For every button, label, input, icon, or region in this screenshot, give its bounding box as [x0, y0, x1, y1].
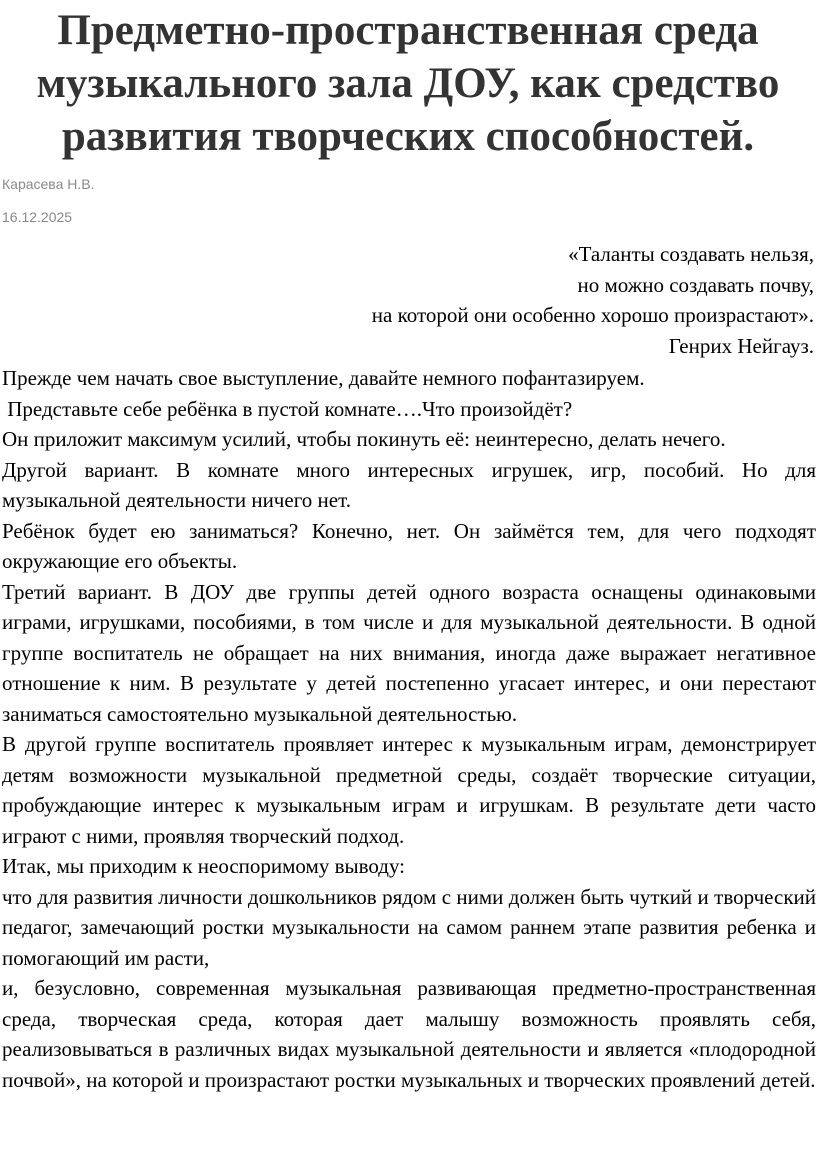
- paragraph: и, безусловно, современная музыкальная развивающая предметно-пространственная среда, творческая среда, которая дает малышу возможность проявлять себя, реализовываться в различных видах музыкальной деятельности и является «плодородной почвой», на которой и произрастают ростки музыкальных и творческих проявлений детей.: [2, 976, 816, 1092]
- epigraph-author: Генрих Нейгауз.: [668, 333, 814, 358]
- paragraph: Итак, мы приходим к неоспоримому выводу:: [2, 854, 405, 878]
- author-name: Карасева Н.В.: [2, 176, 95, 192]
- title-line: развития творческих способностей.: [61, 113, 755, 160]
- article-body: [0, 363, 816, 1095]
- epigraph-line: «Таланты создавать нельзя,: [568, 242, 814, 266]
- paragraph: Прежде чем начать свое выступление, давайте немного пофантазируем.: [2, 366, 645, 390]
- publication-date: 16.12.2025: [2, 209, 73, 225]
- paragraph: Представьте себе ребёнка в пустой комнате….Что произойдёт?: [2, 396, 573, 421]
- paragraph: В другой группе воспитатель проявляет интерес к музыкальным играм, демонстрирует детям возможности музыкальной предметной среды, создаёт творческие ситуации, пробуждающие интерес к музыкальным играм и игрушкам. В результате дети часто играют с ними, проявляя творческий подход.: [2, 732, 816, 848]
- epigraph-line: но можно создавать почву,: [577, 272, 814, 297]
- epigraph: [0, 239, 816, 361]
- epigraph-line: на которой они особенно хорошо произрастают».: [371, 303, 814, 327]
- document-title: [0, 0, 816, 163]
- title-line: музыкального зала ДОУ, как средство: [36, 60, 780, 107]
- paragraph: Третий вариант. В ДОУ две группы детей одного возраста оснащены одинаковыми играми, игрушками, пособиями, в том числе и для музыкальной деятельности. В одной группе воспитатель не обращает на них внимания, иногда даже выражает негативное отношение к ним. В результате у детей постепенно угасает интерес, и они перестают заниматься самостоятельно музыкальной деятельностью.: [2, 579, 816, 726]
- paragraph: что для развития личности дошкольников рядом с ними должен быть чуткий и творческий педагог, замечающий ростки музыкальности на самом раннем этапе развития ребенка и помогающий им расти,: [2, 884, 816, 970]
- paragraph: Другой вариант. В комнате много интересных игрушек, игр, пособий. Но для музыкальной деятельности ничего нет.: [2, 457, 816, 512]
- paragraph: Он приложит максимум усилий, чтобы покинуть её: неинтересно, делать нечего.: [2, 427, 726, 451]
- title-line: Предметно-пространственная среда: [57, 7, 759, 54]
- paragraph: Ребёнок будет ею заниматься? Конечно, нет. Он займётся тем, для чего подходят окружающие его объекты.: [2, 518, 816, 573]
